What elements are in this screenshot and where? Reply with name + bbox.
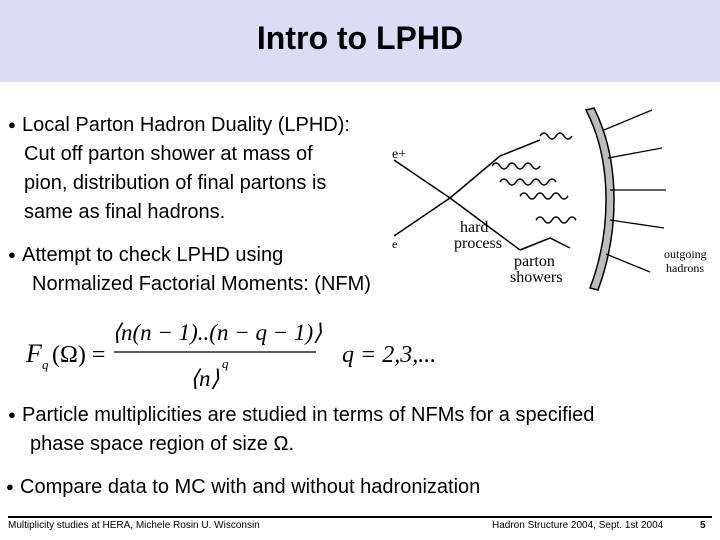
- footer-left: Multiplicity studies at HERA, Michele Rosin U. Wisconsin: [8, 520, 260, 531]
- parton-line: [500, 140, 540, 156]
- bullet-nfm: [8, 240, 371, 299]
- bullet-icon: ●: [8, 247, 16, 262]
- parton-showers-label: parton: [514, 253, 555, 270]
- bullet-icon: ●: [8, 407, 16, 422]
- parton-line: [520, 238, 570, 250]
- hard-process-label: process: [454, 235, 502, 252]
- bullet-text: Attempt to check LPHD using: [22, 244, 284, 266]
- hadron-arrow: [610, 220, 664, 228]
- formula-power: q: [222, 356, 229, 371]
- bullet-compare: [6, 472, 480, 502]
- bullet-multiplicities: [8, 400, 718, 459]
- bullet-text: Particle multiplicities are studied in terms of NFMs for a specified: [22, 404, 595, 426]
- parton-showers-label: showers: [510, 269, 563, 286]
- formula-numerator: ⟨n(n − 1)..(n − q − 1)⟩: [112, 320, 323, 345]
- gluon-line: [536, 217, 576, 223]
- formula-omega: (Ω) =: [52, 342, 106, 368]
- formula-q-sub: q: [42, 357, 49, 372]
- hadron-arrow: [606, 254, 650, 272]
- hadronization-band: [586, 108, 614, 290]
- hard-process-label: hard: [460, 219, 489, 236]
- nfm-formula: [22, 312, 462, 396]
- page-number: 5: [700, 520, 706, 531]
- bullet-icon: ●: [6, 479, 14, 494]
- bullet-text: same as final hadrons.: [24, 201, 226, 223]
- bullet-text: Compare data to MC with and without hadronization: [20, 476, 481, 498]
- bullet-text: Normalized Factorial Moments: (NFM): [32, 273, 371, 295]
- bullet-lphd: [8, 110, 350, 227]
- beam-line: [394, 160, 450, 198]
- gluon-line: [540, 133, 572, 139]
- beam-line: [394, 198, 450, 236]
- formula-denominator: ⟨n⟩: [190, 366, 220, 391]
- gluon-line: [492, 163, 540, 169]
- gluon-line: [500, 179, 556, 185]
- e-minus-label: e: [392, 237, 398, 251]
- slide-title: Intro to LPHD: [256, 20, 464, 56]
- footer-divider: [8, 516, 712, 518]
- parton-shower-diagram: [380, 100, 720, 300]
- outgoing-hadrons-label: outgoing: [664, 247, 707, 261]
- bullet-text: Cut off parton shower at mass of: [24, 143, 313, 165]
- bullet-icon: ●: [8, 117, 16, 132]
- e-plus-label: e+: [392, 147, 407, 162]
- formula-condition: q = 2,3,...: [342, 342, 437, 368]
- bullet-text: Local Parton Hadron Duality (LPHD):: [22, 114, 350, 136]
- hadron-arrow: [608, 148, 662, 158]
- bullet-text: pion, distribution of final partons is: [24, 172, 327, 194]
- hadron-arrow: [604, 110, 652, 130]
- bullet-text: phase space region of size Ω.: [30, 433, 294, 455]
- formula-f: F: [26, 339, 42, 368]
- footer-right: Hadron Structure 2004, Sept. 1st 2004: [492, 520, 664, 531]
- gluon-line: [520, 193, 568, 199]
- parton-line: [450, 156, 500, 198]
- outgoing-hadrons-label: hadrons: [666, 261, 704, 275]
